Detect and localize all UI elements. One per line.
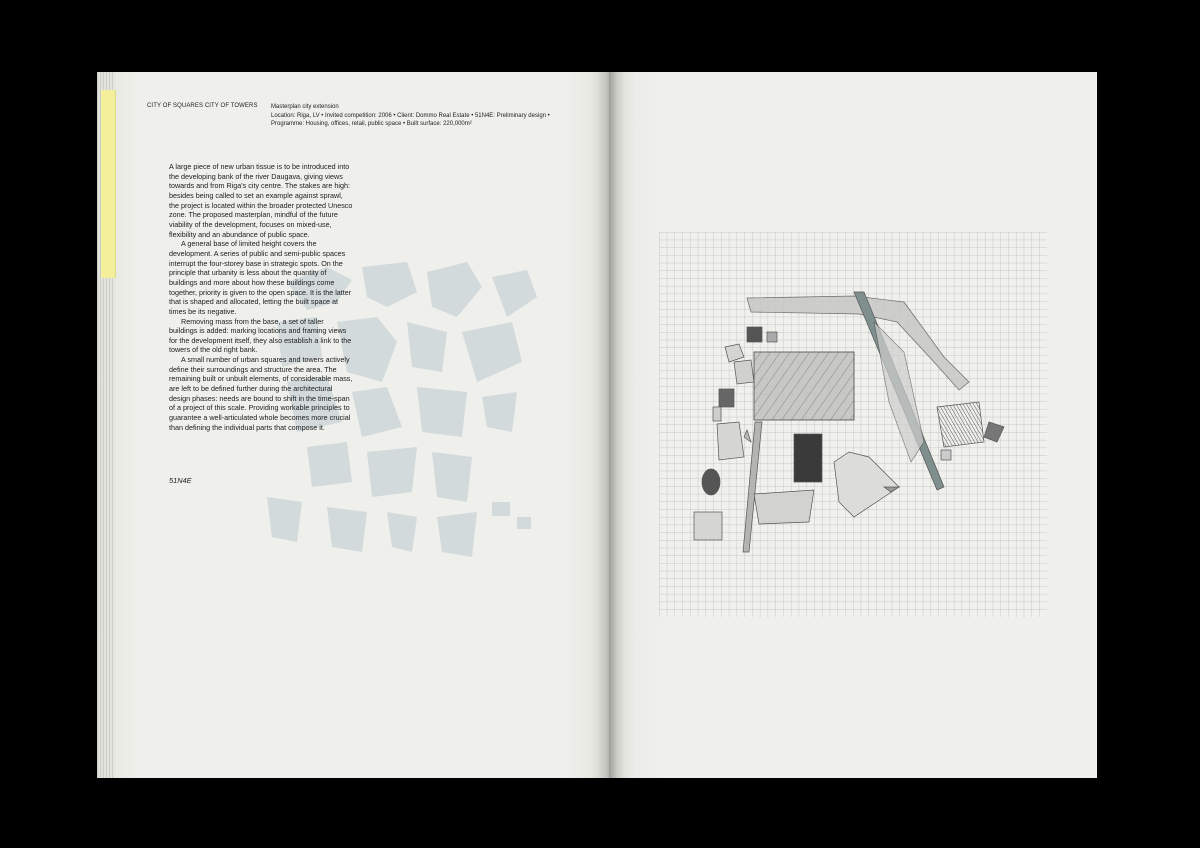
masterplan-collage <box>659 232 1047 617</box>
ghost-block <box>407 322 447 372</box>
ghost-block <box>362 262 417 307</box>
project-title: CITY OF SQUARES CITY OF TOWERS <box>147 103 258 109</box>
ghost-block <box>307 442 352 487</box>
image-fragment <box>747 327 762 342</box>
ghost-block <box>387 512 417 552</box>
ghost-block <box>492 502 510 516</box>
ghost-block <box>267 497 302 542</box>
project-meta-line-1: Location: Riga, LV • Invited competition: 2006 • Client: Dommo Real Estate • 51N4E: Preliminary design • <box>271 112 550 119</box>
image-fragment <box>719 389 734 407</box>
paragraph-3: Removing mass from the base, a set of taller buildings is added: marking locations and framing views for the development itself, they also establish a link to the towers of the old right bank. <box>169 316 352 355</box>
image-fragment <box>794 434 822 482</box>
hatched-block <box>937 402 984 447</box>
block-medium <box>717 422 744 460</box>
ghost-block <box>462 322 522 382</box>
signature: 51N4E <box>169 476 192 485</box>
block-small <box>941 450 951 460</box>
paragraph-1: A large piece of new urban tissue is to be introduced into the developing bank of the river Daugava, giving views towards and from Riga's city centre. The stakes are high: besides being called to set an example against sprawl, the project is located within the broader protected Unesco zone. The proposed masterplan, mindful of the future viability of the development, focuses on mixed-use, flexibility and an abundance of public space. <box>169 162 353 239</box>
image-fragment <box>767 332 777 342</box>
sticky-note-tab <box>101 90 116 278</box>
block-square <box>694 512 722 540</box>
ghost-block <box>492 270 537 317</box>
book-spread <box>97 72 1097 778</box>
ghost-block <box>367 447 417 497</box>
block-small <box>713 407 721 421</box>
project-meta-line-2: Programme: Housing, offices, retail, public space • Built surface: 220,000m² <box>271 121 472 128</box>
block-medium <box>754 490 814 524</box>
project-meta <box>271 103 550 129</box>
central-square-hatch <box>754 352 854 420</box>
block-small <box>734 360 754 384</box>
ghost-block <box>517 517 531 529</box>
ghost-block <box>427 262 482 317</box>
ghost-block <box>352 387 402 437</box>
paragraph-2: A general base of limited height covers the development. A series of public and semi-public spaces interrupt the four-storey base in strategic spots. On the principle that urbanity is less about the quantity of buildings and more about how these buildings come together, priority is given to the open space. It is the latter that is shaped and allocated, letting the built space at times be its negative. <box>169 239 352 316</box>
ghost-block <box>437 512 477 557</box>
paragraph-4: A small number of urban squares and towers actively define their surroundings and structure the area. The remaining built or unbuilt elements, of considerable mass, are left to be defined further during the architectural design phases: needs are bound to shift in the time-span of a project of this scale. Providing workable principles to guarantee a well-articulated whole becomes more crucial than defining the individual parts that compose it. <box>169 355 353 432</box>
ghost-block <box>482 392 517 432</box>
oval-element <box>702 469 720 495</box>
ghost-block <box>432 452 472 502</box>
body-text <box>169 162 353 432</box>
ghost-block <box>417 387 467 437</box>
project-type: Masterplan city extension <box>271 104 339 110</box>
ghost-block <box>327 507 367 552</box>
left-page <box>97 72 609 778</box>
